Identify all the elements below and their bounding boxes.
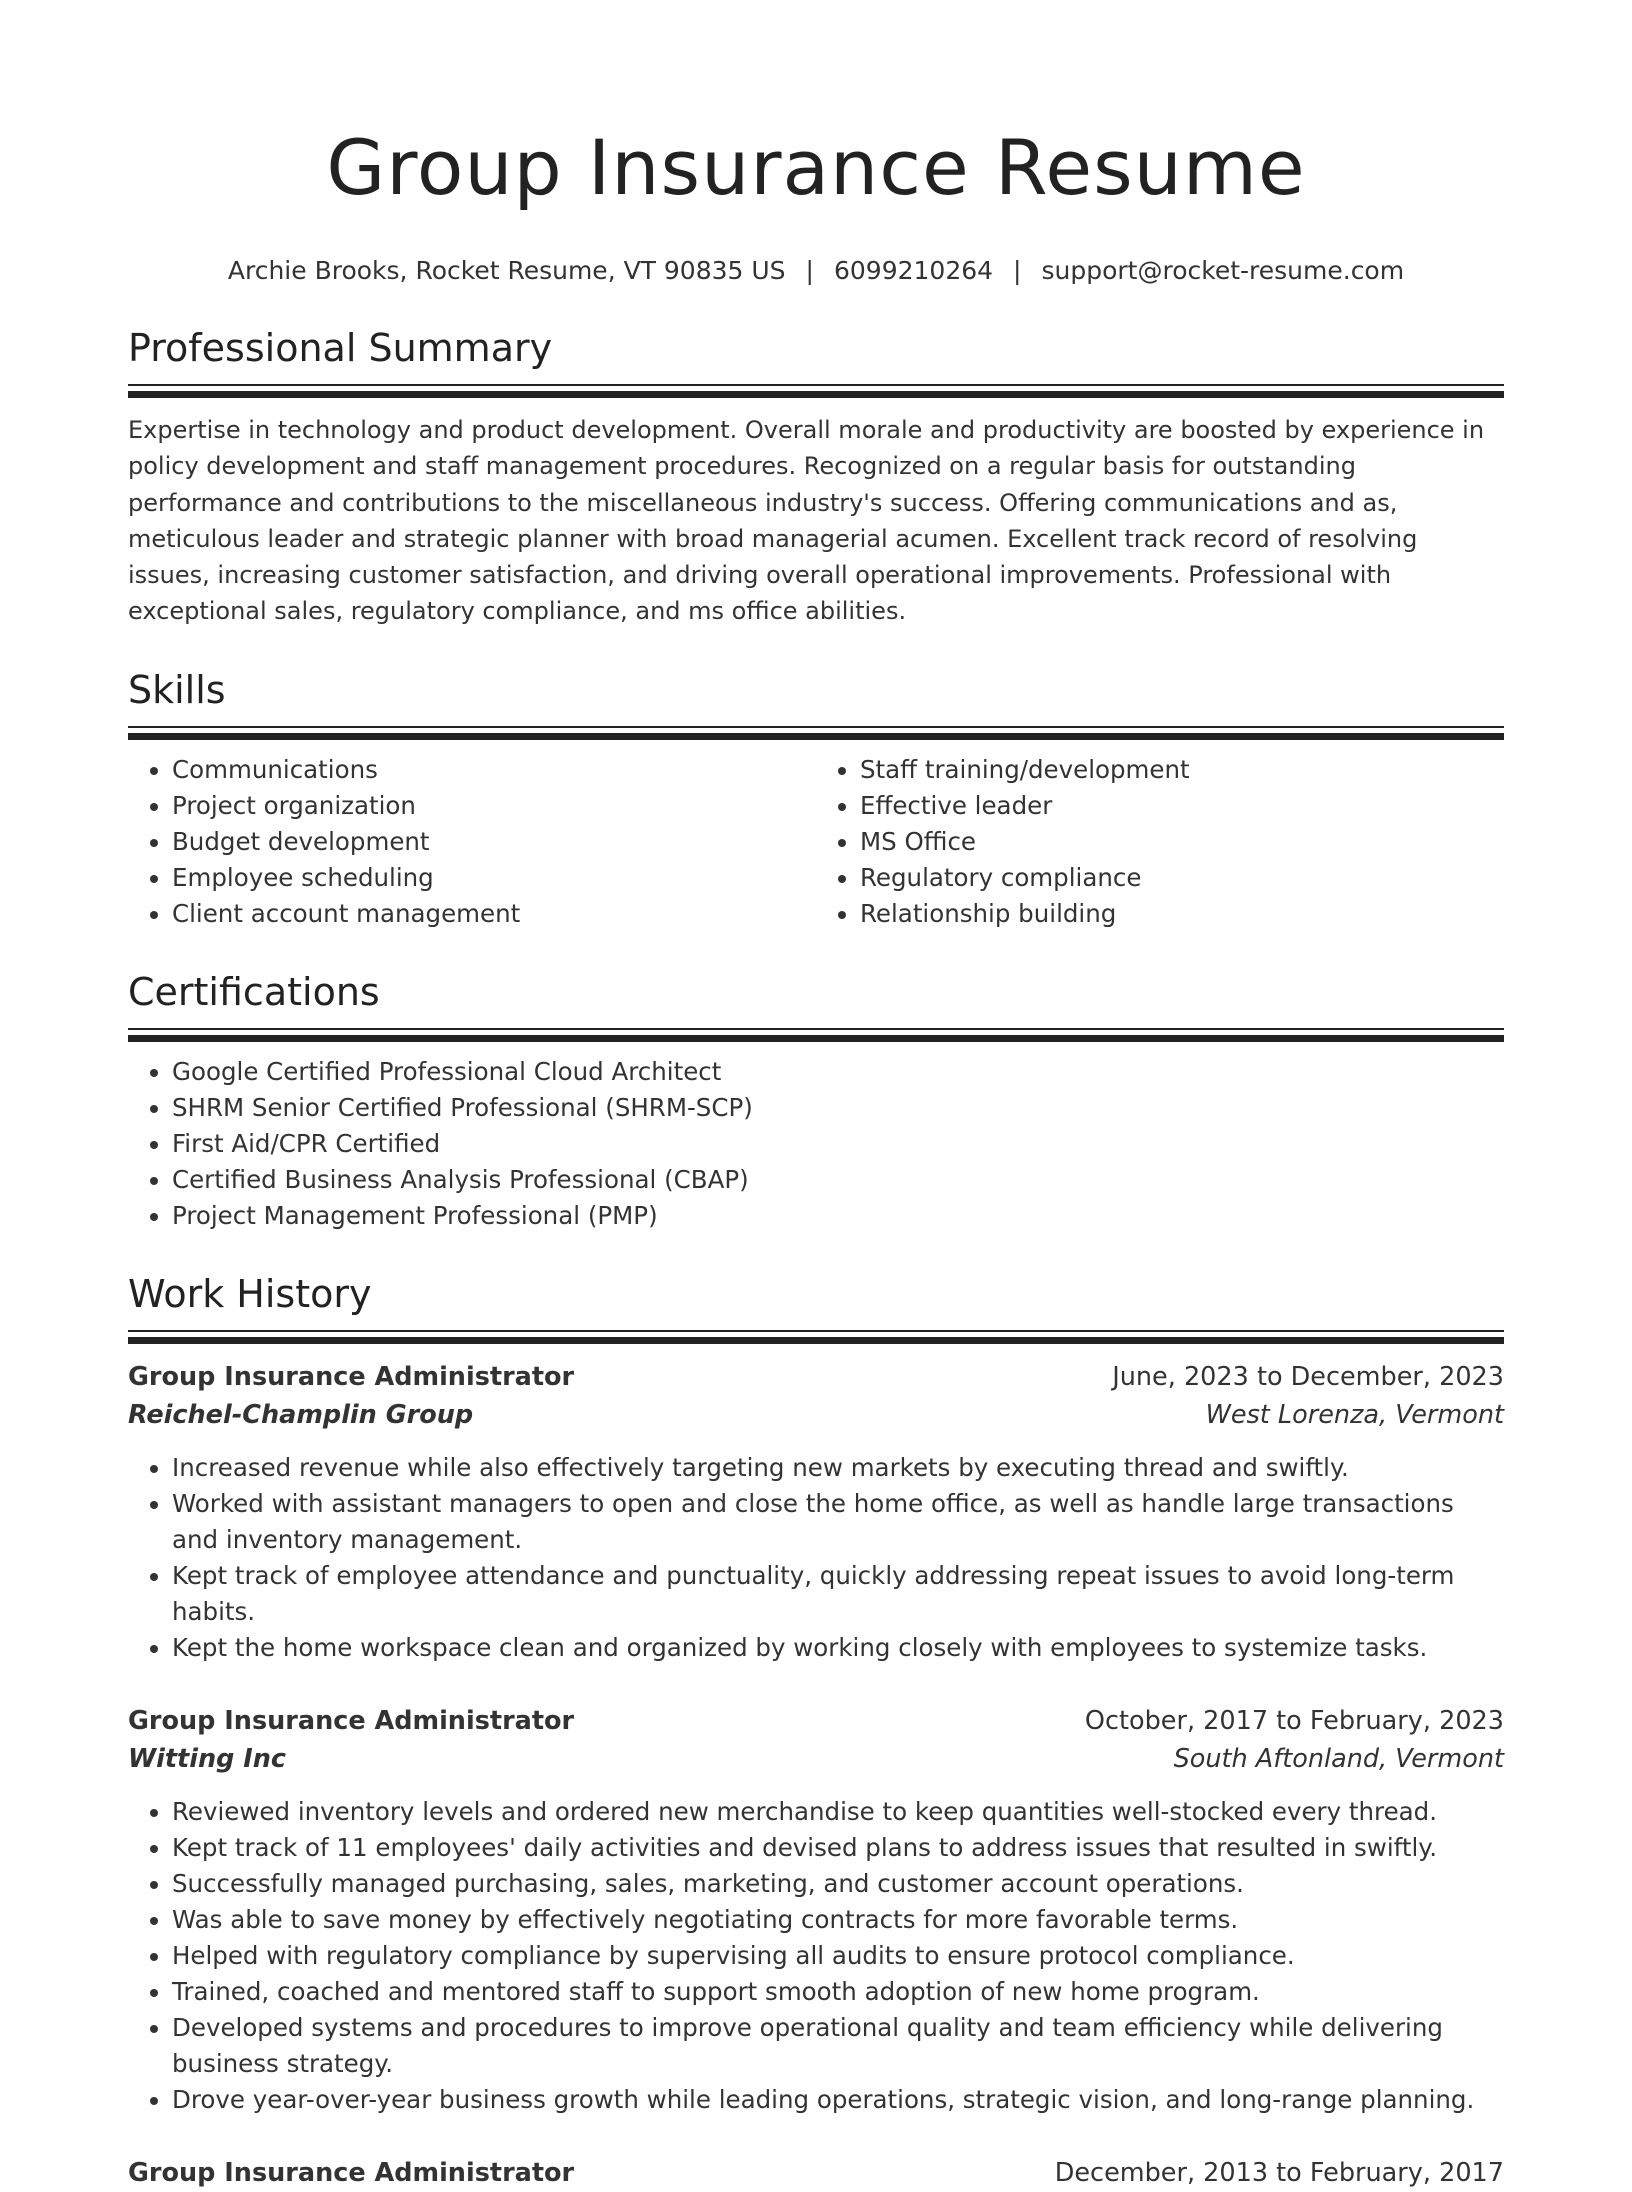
- skill-item: • Project organization: [172, 788, 816, 824]
- contact-line: [128, 254, 1504, 288]
- skills-grid: [128, 752, 1504, 932]
- skill-item: • Client account management: [172, 896, 816, 932]
- job-entry: [128, 1702, 1504, 2118]
- job-bullets: [128, 1450, 1504, 1666]
- job-header-row: [128, 1702, 1504, 1740]
- contact-separator: |: [805, 256, 814, 285]
- job-bullets: [128, 1794, 1504, 2118]
- job-dates: October, 2017 to February, 2023: [1084, 1705, 1504, 1736]
- section-heading-certifications: Certifications: [128, 969, 380, 1014]
- job-bullet: • Kept track of employee attendance and punctuality, quickly addressing repeat issues to avoid long-term habits.: [172, 1558, 1504, 1630]
- section-divider: [128, 1337, 1504, 1344]
- job-company: Witting Inc: [128, 1743, 287, 1774]
- job-title: Group Insurance Administrator: [128, 1361, 575, 1392]
- skill-item: • Regulatory compliance: [860, 860, 1504, 896]
- job-location: West Lorenza, Vermont: [1205, 1399, 1504, 1430]
- certification-item: • First Aid/CPR Certified: [172, 1126, 1504, 1162]
- skill-item: • Relationship building: [860, 896, 1504, 932]
- section-divider: [128, 733, 1504, 740]
- certification-item: • SHRM Senior Certified Professional (SHRM-SCP): [172, 1090, 1504, 1126]
- skills-section: [128, 666, 1504, 932]
- job-bullet: • Drove year-over-year business growth while leading operations, strategic vision, and long-range planning.: [172, 2082, 1504, 2118]
- job-dates: December, 2013 to February, 2017: [1054, 2157, 1504, 2188]
- job-bullet: • Kept track of 11 employees' daily activities and devised plans to address issues that resulted in swiftly.: [172, 1830, 1504, 1866]
- skill-item: • Employee scheduling: [172, 860, 816, 896]
- contact-phone: 6099210264: [833, 256, 994, 285]
- contact-email: support@rocket-resume.com: [1041, 256, 1405, 285]
- resume-title: Group Insurance Resume: [326, 123, 1306, 212]
- section-heading-work-history: Work History: [128, 1271, 372, 1316]
- section-divider: [128, 391, 1504, 398]
- skill-item: • Effective leader: [860, 788, 1504, 824]
- job-bullet: • Kept the home workspace clean and organized by working closely with employees to systemize tasks.: [172, 1630, 1504, 1666]
- certification-item: • Certified Business Analysis Professional (CBAP): [172, 1162, 1504, 1198]
- certifications-list: [128, 1054, 1504, 1234]
- job-entry: [128, 1358, 1504, 1666]
- job-dates: June, 2023 to December, 2023: [1112, 1361, 1504, 1392]
- job-bullet: • Reviewed inventory levels and ordered new merchandise to keep quantities well-stocked every thread.: [172, 1794, 1504, 1830]
- skills-list-left: [128, 752, 816, 932]
- certification-item: • Google Certified Professional Cloud Architect: [172, 1054, 1504, 1090]
- skill-item: • Communications: [172, 752, 816, 788]
- job-company-row: [128, 1740, 1504, 1778]
- skills-list-right: [816, 752, 1504, 932]
- section-divider: [128, 1035, 1504, 1042]
- job-bullet: • Developed systems and procedures to improve operational quality and team efficiency while delivering business strategy.: [172, 2010, 1504, 2082]
- skill-item: • Budget development: [172, 824, 816, 860]
- job-header-row: [128, 2154, 1504, 2192]
- certification-item: • Project Management Professional (PMP): [172, 1198, 1504, 1234]
- section-heading-skills: Skills: [128, 667, 226, 712]
- summary-section: [128, 324, 1504, 630]
- job-bullet: • Trained, coached and mentored staff to support smooth adoption of new home program.: [172, 1974, 1504, 2010]
- job-title: Group Insurance Administrator: [128, 2157, 575, 2188]
- certifications-section: [128, 968, 1504, 1234]
- job-bullet: • Worked with assistant managers to open and close the home office, as well as handle large transactions and inventory management.: [172, 1486, 1504, 1558]
- job-location: South Aftonland, Vermont: [1173, 1743, 1504, 1774]
- section-heading-summary: Professional Summary: [128, 326, 553, 370]
- work-history-section: [128, 1270, 1504, 2192]
- skill-item: • Staff training/development: [860, 752, 1504, 788]
- summary-text: Expertise in technology and product development. Overall morale and productivity are boosted by experience in policy development and staff management procedures. Recognized on a regular basis for outstanding performance and contributions to the miscellaneous industry's success. Offering communications and as, meticulous leader and strategic planner with broad managerial acumen. Excellent track record of resolving issues, increasing customer satisfaction, and driving overall operational improvements. Professional with exceptional sales, regulatory compliance, and ms office abilities.: [128, 416, 1485, 626]
- contact-address: Archie Brooks, Rocket Resume, VT 90835 US: [227, 256, 786, 285]
- job-bullet: • Increased revenue while also effectively targeting new markets by executing thread and swiftly.: [172, 1450, 1504, 1486]
- job-title: Group Insurance Administrator: [128, 1705, 575, 1736]
- skill-item: • MS Office: [860, 824, 1504, 860]
- job-company: Reichel-Champlin Group: [128, 1399, 474, 1430]
- job-company-row: [128, 1396, 1504, 1434]
- contact-separator: |: [1013, 256, 1022, 285]
- job-bullet: • Helped with regulatory compliance by supervising all audits to ensure protocol compliance.: [172, 1938, 1504, 1974]
- job-bullet: • Was able to save money by effectively negotiating contracts for more favorable terms.: [172, 1902, 1504, 1938]
- job-header-row: [128, 1358, 1504, 1396]
- job-bullet: • Successfully managed purchasing, sales, marketing, and customer account operations.: [172, 1866, 1504, 1902]
- job-entry: [128, 2154, 1504, 2192]
